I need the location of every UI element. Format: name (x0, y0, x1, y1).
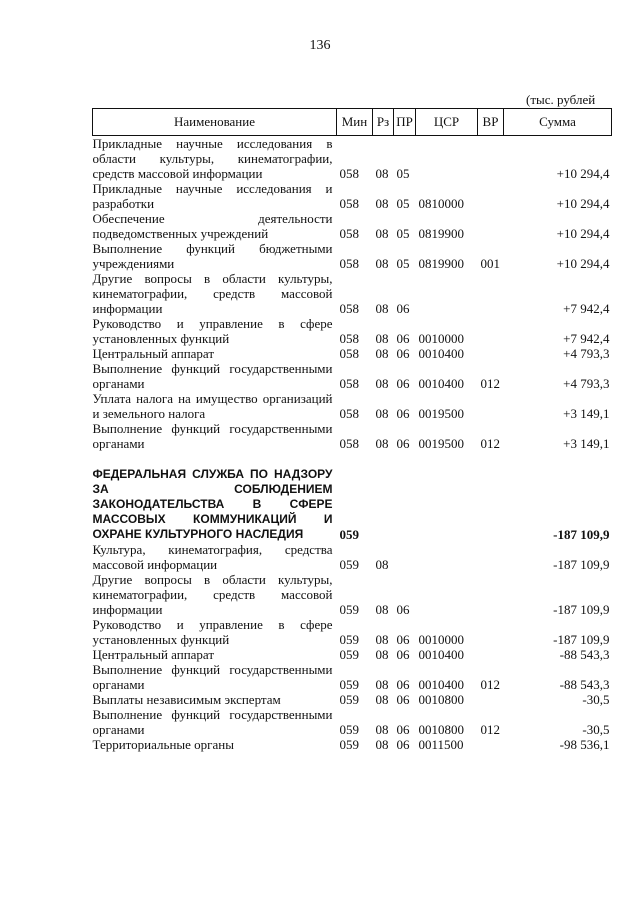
row-min: 059 (339, 677, 359, 692)
row-rz: 08 (375, 301, 389, 316)
table-row (93, 572, 612, 617)
row-min: 058 (339, 196, 359, 211)
row-vr (478, 647, 504, 662)
row-rz: 08 (375, 226, 389, 241)
row-rz: 08 (375, 632, 389, 647)
row-rz: 08 (375, 406, 389, 421)
row-vr (478, 211, 504, 241)
row-sum: -88 543,3 (559, 677, 610, 692)
table-row (93, 737, 612, 752)
row-csr: 0019500 (418, 406, 464, 421)
row-vr: 012 (480, 677, 500, 692)
row-name: Руководство и управление в сфере установленных функций (92, 316, 333, 346)
row-pr: 05 (396, 226, 410, 241)
table-row (93, 421, 612, 451)
row-name: Выполнение функций государственными органами (92, 421, 333, 451)
row-csr: 0010800 (418, 692, 464, 707)
row-name: Культура, кинематография, средства массовой информации (92, 542, 333, 572)
row-min: 058 (339, 166, 359, 181)
row-vr (478, 572, 504, 617)
header-pr: ПР (394, 109, 416, 136)
row-min: 059 (339, 557, 359, 572)
row-vr (478, 181, 504, 211)
row-pr: 06 (396, 331, 410, 346)
row-sum: -30,5 (582, 722, 610, 737)
row-name: Выплаты независимым экспертам (92, 692, 281, 707)
row-pr: 06 (396, 722, 410, 737)
header-min: Мин (337, 109, 373, 136)
row-min: 059 (339, 527, 359, 542)
row-csr: 0819900 (418, 256, 464, 271)
row-csr: 0010400 (418, 376, 464, 391)
row-csr: 0010400 (418, 647, 464, 662)
row-min: 058 (339, 226, 359, 241)
row-rz (373, 467, 394, 542)
row-pr: 06 (396, 301, 410, 316)
table-row (93, 617, 612, 647)
row-sum: -30,5 (582, 692, 610, 707)
row-rz: 08 (375, 692, 389, 707)
row-vr (478, 617, 504, 647)
row-csr (416, 542, 478, 572)
row-name: Прикладные научные исследования в области культуры, кинематографии, средств массовой информации (92, 136, 333, 181)
row-pr (394, 542, 416, 572)
row-min: 058 (339, 376, 359, 391)
row-min: 058 (339, 331, 359, 346)
row-sum: -187 109,9 (553, 557, 610, 572)
table-row (93, 361, 612, 391)
page-number: 136 (309, 38, 331, 53)
row-name: Уплата налога на имущество организаций и земельного налога (92, 391, 333, 421)
row-vr (478, 391, 504, 421)
row-vr (478, 542, 504, 572)
table-row (93, 692, 612, 707)
row-name: Выполнение функций бюджетными учреждениями (92, 241, 333, 271)
row-rz: 08 (375, 722, 389, 737)
row-sum: +3 149,1 (563, 436, 610, 451)
row-rz: 08 (375, 346, 389, 361)
table-row (93, 662, 612, 692)
row-pr: 06 (396, 376, 410, 391)
row-sum: +3 149,1 (563, 406, 610, 421)
row-min: 059 (339, 692, 359, 707)
table-row (93, 542, 612, 572)
row-name: Выполнение функций государственными органами (92, 662, 333, 692)
row-name: Обеспечение деятельности подведомственных учреждений (92, 211, 333, 241)
row-csr (416, 271, 478, 316)
row-sum: -98 536,1 (559, 737, 610, 752)
table-row (93, 181, 612, 211)
row-name: Территориальные органы (92, 737, 234, 752)
row-sum: +10 294,4 (556, 196, 610, 211)
row-rz: 08 (375, 557, 389, 572)
header-csr: ЦСР (416, 109, 478, 136)
section-spacer (93, 451, 612, 467)
row-rz: 08 (375, 677, 389, 692)
row-min: 058 (339, 346, 359, 361)
row-name: Центральный аппарат (92, 346, 215, 361)
row-csr: 0010000 (418, 331, 464, 346)
row-vr (478, 136, 504, 182)
row-vr: 012 (480, 436, 500, 451)
row-pr: 06 (396, 677, 410, 692)
row-pr: 06 (396, 406, 410, 421)
row-name: Выполнение функций государственными органами (92, 707, 333, 737)
row-pr: 06 (396, 346, 410, 361)
row-vr: 001 (480, 256, 500, 271)
table-row (93, 241, 612, 271)
header-vr: ВР (478, 109, 504, 136)
row-csr (416, 136, 478, 182)
row-pr: 06 (396, 647, 410, 662)
row-pr: 06 (396, 436, 410, 451)
row-rz: 08 (375, 436, 389, 451)
row-sum: +4 793,3 (563, 346, 610, 361)
row-pr: 05 (396, 166, 410, 181)
header-rz: Рз (373, 109, 394, 136)
row-pr: 06 (396, 602, 410, 617)
row-vr (478, 692, 504, 707)
row-sum: +4 793,3 (563, 376, 610, 391)
table-row (93, 136, 612, 182)
row-csr (416, 572, 478, 617)
row-rz: 08 (375, 647, 389, 662)
row-csr: 0810000 (418, 196, 464, 211)
row-sum: +10 294,4 (556, 256, 610, 271)
row-name: Выполнение функций государственными органами (92, 361, 333, 391)
header-sum: Сумма (504, 109, 612, 136)
row-rz: 08 (375, 602, 389, 617)
row-min: 058 (339, 301, 359, 316)
table-body (93, 136, 612, 753)
row-csr: 0819900 (418, 226, 464, 241)
row-min: 058 (339, 436, 359, 451)
row-vr (478, 316, 504, 346)
row-vr (478, 346, 504, 361)
table-row (93, 211, 612, 241)
row-pr: 06 (396, 692, 410, 707)
row-min: 059 (339, 602, 359, 617)
row-min: 059 (339, 632, 359, 647)
row-rz: 08 (375, 376, 389, 391)
row-rz: 08 (375, 256, 389, 271)
row-sum: +7 942,4 (563, 301, 610, 316)
header-name: Наименование (93, 109, 337, 136)
row-rz: 08 (375, 196, 389, 211)
row-sum: -88 543,3 (559, 647, 610, 662)
row-csr: 0019500 (418, 436, 464, 451)
row-min: 058 (339, 256, 359, 271)
row-vr: 012 (480, 722, 500, 737)
table-row (93, 391, 612, 421)
section-row (93, 467, 612, 542)
row-rz: 08 (375, 737, 389, 752)
table-row (93, 346, 612, 361)
row-sum: +7 942,4 (563, 331, 610, 346)
row-pr: 05 (396, 196, 410, 211)
row-pr: 06 (396, 737, 410, 752)
row-name: Прикладные научные исследования и разработки (92, 181, 333, 211)
row-csr: 0010400 (418, 677, 464, 692)
table-row (93, 316, 612, 346)
section-title: ФЕДЕРАЛЬНАЯ СЛУЖБА ПО НАДЗОРУ ЗА СОБЛЮДЕНИЕМ ЗАКОНОДАТЕЛЬСТВА В СФЕРЕ МАССОВЫХ КОММУНИКАЦИЙ И ОХРАНЕ КУЛЬТУРНОГО НАСЛЕДИЯ (92, 467, 333, 541)
row-csr: 0010000 (418, 632, 464, 647)
section-sum: -187 109,9 (553, 527, 610, 542)
row-min: 059 (339, 647, 359, 662)
row-vr (478, 737, 504, 752)
row-pr: 05 (396, 256, 410, 271)
row-csr: 0010400 (418, 346, 464, 361)
row-vr (478, 271, 504, 316)
row-pr: 06 (396, 632, 410, 647)
row-name: Руководство и управление в сфере установленных функций (92, 617, 333, 647)
table-header (93, 109, 612, 136)
row-sum: -187 109,9 (553, 632, 610, 647)
table-row (93, 271, 612, 316)
row-rz: 08 (375, 166, 389, 181)
budget-table (92, 108, 612, 752)
row-csr: 0010800 (418, 722, 464, 737)
row-name: Другие вопросы в области культуры, кинематографии, средств массовой информации (92, 271, 333, 316)
row-vr: 012 (480, 376, 500, 391)
row-pr (394, 467, 416, 542)
units-label: (тыс. рублей (526, 92, 596, 107)
row-sum: +10 294,4 (556, 166, 610, 181)
row-sum: +10 294,4 (556, 226, 610, 241)
row-min: 058 (339, 406, 359, 421)
table-row (93, 647, 612, 662)
row-rz: 08 (375, 331, 389, 346)
row-name: Центральный аппарат (92, 647, 215, 662)
row-min: 059 (339, 737, 359, 752)
row-csr: 0011500 (418, 737, 464, 752)
row-sum: -187 109,9 (553, 602, 610, 617)
row-vr (478, 467, 504, 542)
row-min: 059 (339, 722, 359, 737)
row-name: Другие вопросы в области культуры, кинематографии, средств массовой информации (92, 572, 333, 617)
row-csr (416, 467, 478, 542)
table-row (93, 707, 612, 737)
